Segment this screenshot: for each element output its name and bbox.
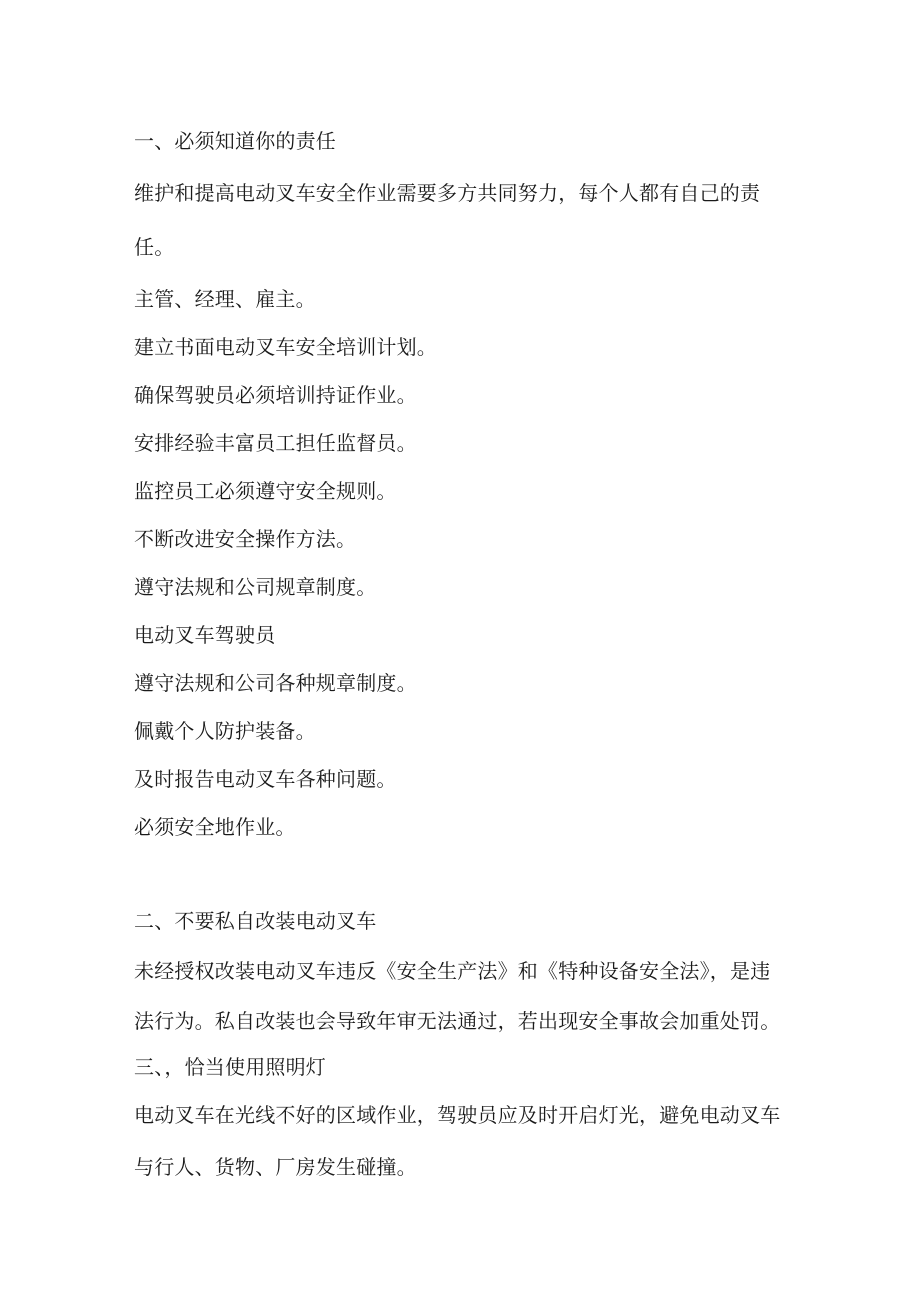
section1-intro-line2: 任。: [134, 235, 175, 259]
section2-body-line2: 法行为。私自改装也会导致年审无法通过，若出现安全事故会加重处罚。: [134, 1009, 781, 1033]
managers-item: 不断改进安全操作方法。: [134, 527, 357, 551]
section1-intro-line1: 维护和提高电动叉车安全作业需要多方共同努力，每个人都有自己的责: [134, 181, 761, 205]
section3-body-line2: 与行人、货物、厂房发生碰撞。: [134, 1155, 417, 1179]
section2-heading: 二、不要私自改装电动叉车: [134, 909, 377, 933]
managers-heading: 主管、经理、雇主。: [134, 287, 316, 311]
section3-heading: 三、，恰当使用照明灯: [134, 1055, 326, 1079]
section3-body-line1: 电动叉车在光线不好的区域作业，驾驶员应及时开启灯光，避免电动叉车: [134, 1103, 781, 1127]
section1-heading: 一、必须知道你的责任: [134, 129, 336, 153]
managers-item: 安排经验丰富员工担任监督员。: [134, 431, 417, 455]
drivers-item: 必须安全地作业。: [134, 815, 296, 839]
drivers-item: 及时报告电动叉车各种问题。: [134, 767, 397, 791]
managers-item: 确保驾驶员必须培训持证作业。: [134, 383, 417, 407]
drivers-item: 佩戴个人防护装备。: [134, 719, 316, 743]
drivers-item: 遵守法规和公司各种规章制度。: [134, 671, 417, 695]
managers-item: 遵守法规和公司规章制度。: [134, 575, 377, 599]
section2-body-line1: 未经授权改装电动叉车违反《安全生产法》和《特种设备安全法》，是违: [134, 959, 771, 983]
managers-item: 建立书面电动叉车安全培训计划。: [134, 335, 437, 359]
drivers-heading: 电动叉车驾驶员: [134, 623, 276, 647]
managers-item: 监控员工必须遵守安全规则。: [134, 479, 397, 503]
